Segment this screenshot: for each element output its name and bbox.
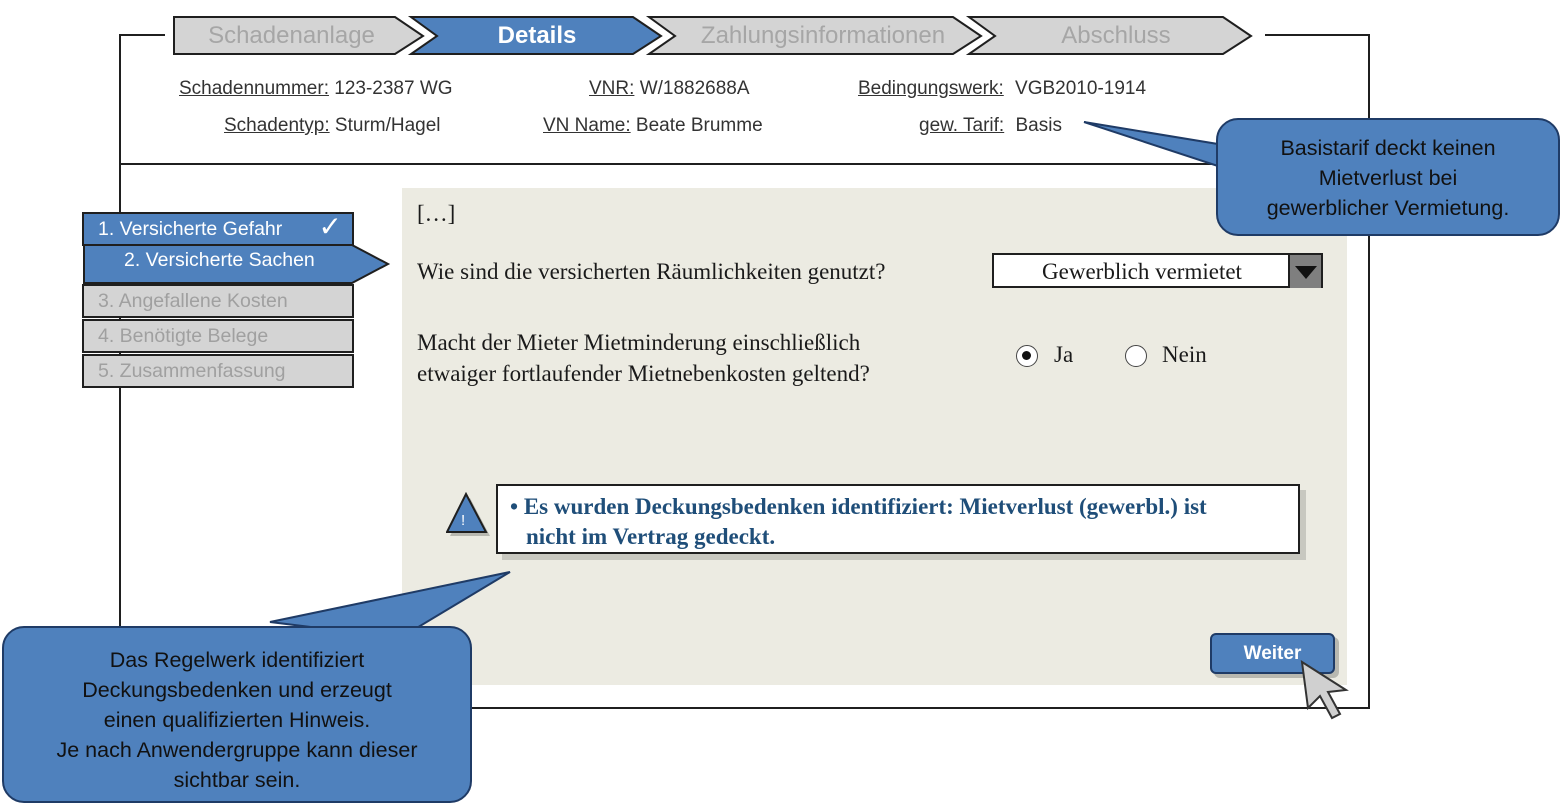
rules-note-line2: Deckungsbedenken und erzeugt [82, 678, 392, 702]
vnr-row [589, 78, 750, 100]
nav-item-label: 1. Versicherte Gefahr [98, 218, 283, 240]
schadentyp-row [224, 115, 441, 137]
warning-triangle-icon [446, 492, 492, 538]
rent-reduction-question-line2: etwaiger fortlaufender Mietnebenkosten geltend? [417, 361, 870, 386]
tarif-note-line2: Mietverlust bei [1318, 166, 1458, 190]
rules-note-callout [2, 626, 472, 803]
vn-name-row [543, 115, 763, 137]
nav-item-versicherte-gefahr[interactable] [82, 212, 354, 246]
warning-line1: Es wurden Deckungsbedenken identifiziert: Mietverlust (gewerbl.) ist [523, 494, 1207, 519]
vn-name-value: Beate Brumme [635, 115, 763, 136]
bedingungswerk-value: VGB2010-1914 [1015, 78, 1147, 99]
radio-selected-dot [1022, 351, 1031, 360]
nav-item-benoetigte-belege[interactable]: 4. Benötigte Belege [82, 319, 354, 353]
usage-question: Wie sind die versicherten Räumlichkeiten genutzt? [417, 259, 886, 284]
schadentyp-label: Schadentyp: [224, 115, 330, 136]
coverage-warning-box [496, 484, 1300, 554]
usage-select-value: Gewerblich vermietet [1042, 259, 1242, 284]
radio-ja[interactable] [1016, 345, 1038, 367]
warning-line2: nicht im Vertrag gedeckt. [526, 524, 776, 549]
warning-icon-glyph: ! [461, 512, 466, 529]
tarif-note-line3: gewerblicher Vermietung. [1266, 196, 1510, 220]
usage-select[interactable] [992, 253, 1323, 288]
tarif-label: gew. Tarif: [919, 115, 1005, 136]
warning-bullet: • [510, 494, 519, 519]
wizard-step-zahlungsinformationen[interactable]: Zahlungsinformationen [700, 22, 946, 49]
nav-item-zusammenfassung[interactable]: 5. Zusammenfassung [82, 354, 354, 388]
radio-nein[interactable] [1125, 345, 1147, 367]
wizard-step-details[interactable]: Details [497, 22, 577, 49]
schadentyp-value: Sturm/Hagel [334, 115, 441, 136]
radio-ja-label[interactable]: Ja [1054, 342, 1074, 367]
radio-nein-label[interactable]: Nein [1162, 342, 1207, 367]
nav-item-angefallene-kosten[interactable]: 3. Angefallene Kosten [82, 284, 354, 318]
ellipsis-text: […] [417, 201, 456, 226]
rules-note-line4: Je nach Anwendergruppe kann dieser [56, 738, 418, 762]
vnr-label: VNR: [589, 78, 635, 99]
rules-note-line5: sichtbar sein. [173, 768, 301, 792]
rules-note-line3: einen qualifizierten Hinweis. [103, 708, 371, 732]
weiter-button[interactable]: Weiter [1210, 633, 1335, 674]
tarif-note-callout [1216, 118, 1560, 236]
schadennummer-row [179, 78, 453, 100]
wizard-step-abschluss[interactable]: Abschluss [1061, 22, 1171, 49]
bedingungswerk-row [858, 78, 1146, 100]
mouse-pointer-icon [1298, 660, 1358, 722]
bedingungswerk-label: Bedingungswerk: [858, 78, 1004, 99]
checkmark-icon: ✓ [318, 211, 342, 242]
wizard-steps [165, 14, 1265, 58]
schadennummer-value: 123-2387 WG [334, 78, 453, 99]
wizard-step-schadenanlage[interactable]: Schadenanlage [208, 22, 375, 49]
rules-note-line1: Das Regelwerk identifiziert [109, 648, 365, 672]
schadennummer-label: Schadennummer: [179, 78, 329, 99]
tarif-value: Basis [1015, 115, 1062, 136]
rent-reduction-question-line1: Macht der Mieter Mietminderung einschließlich [417, 330, 861, 355]
vn-name-label: VN Name: [543, 115, 631, 136]
dropdown-arrow-icon[interactable] [1288, 255, 1321, 288]
vnr-value: W/1882688A [639, 78, 750, 99]
tarif-row [919, 115, 1062, 137]
coverage-warning-text [510, 492, 1290, 552]
tarif-note-line1: Basistarif deckt keinen [1280, 136, 1496, 160]
nav-item-versicherte-sachen[interactable]: 2. Versicherte Sachen [124, 249, 315, 271]
